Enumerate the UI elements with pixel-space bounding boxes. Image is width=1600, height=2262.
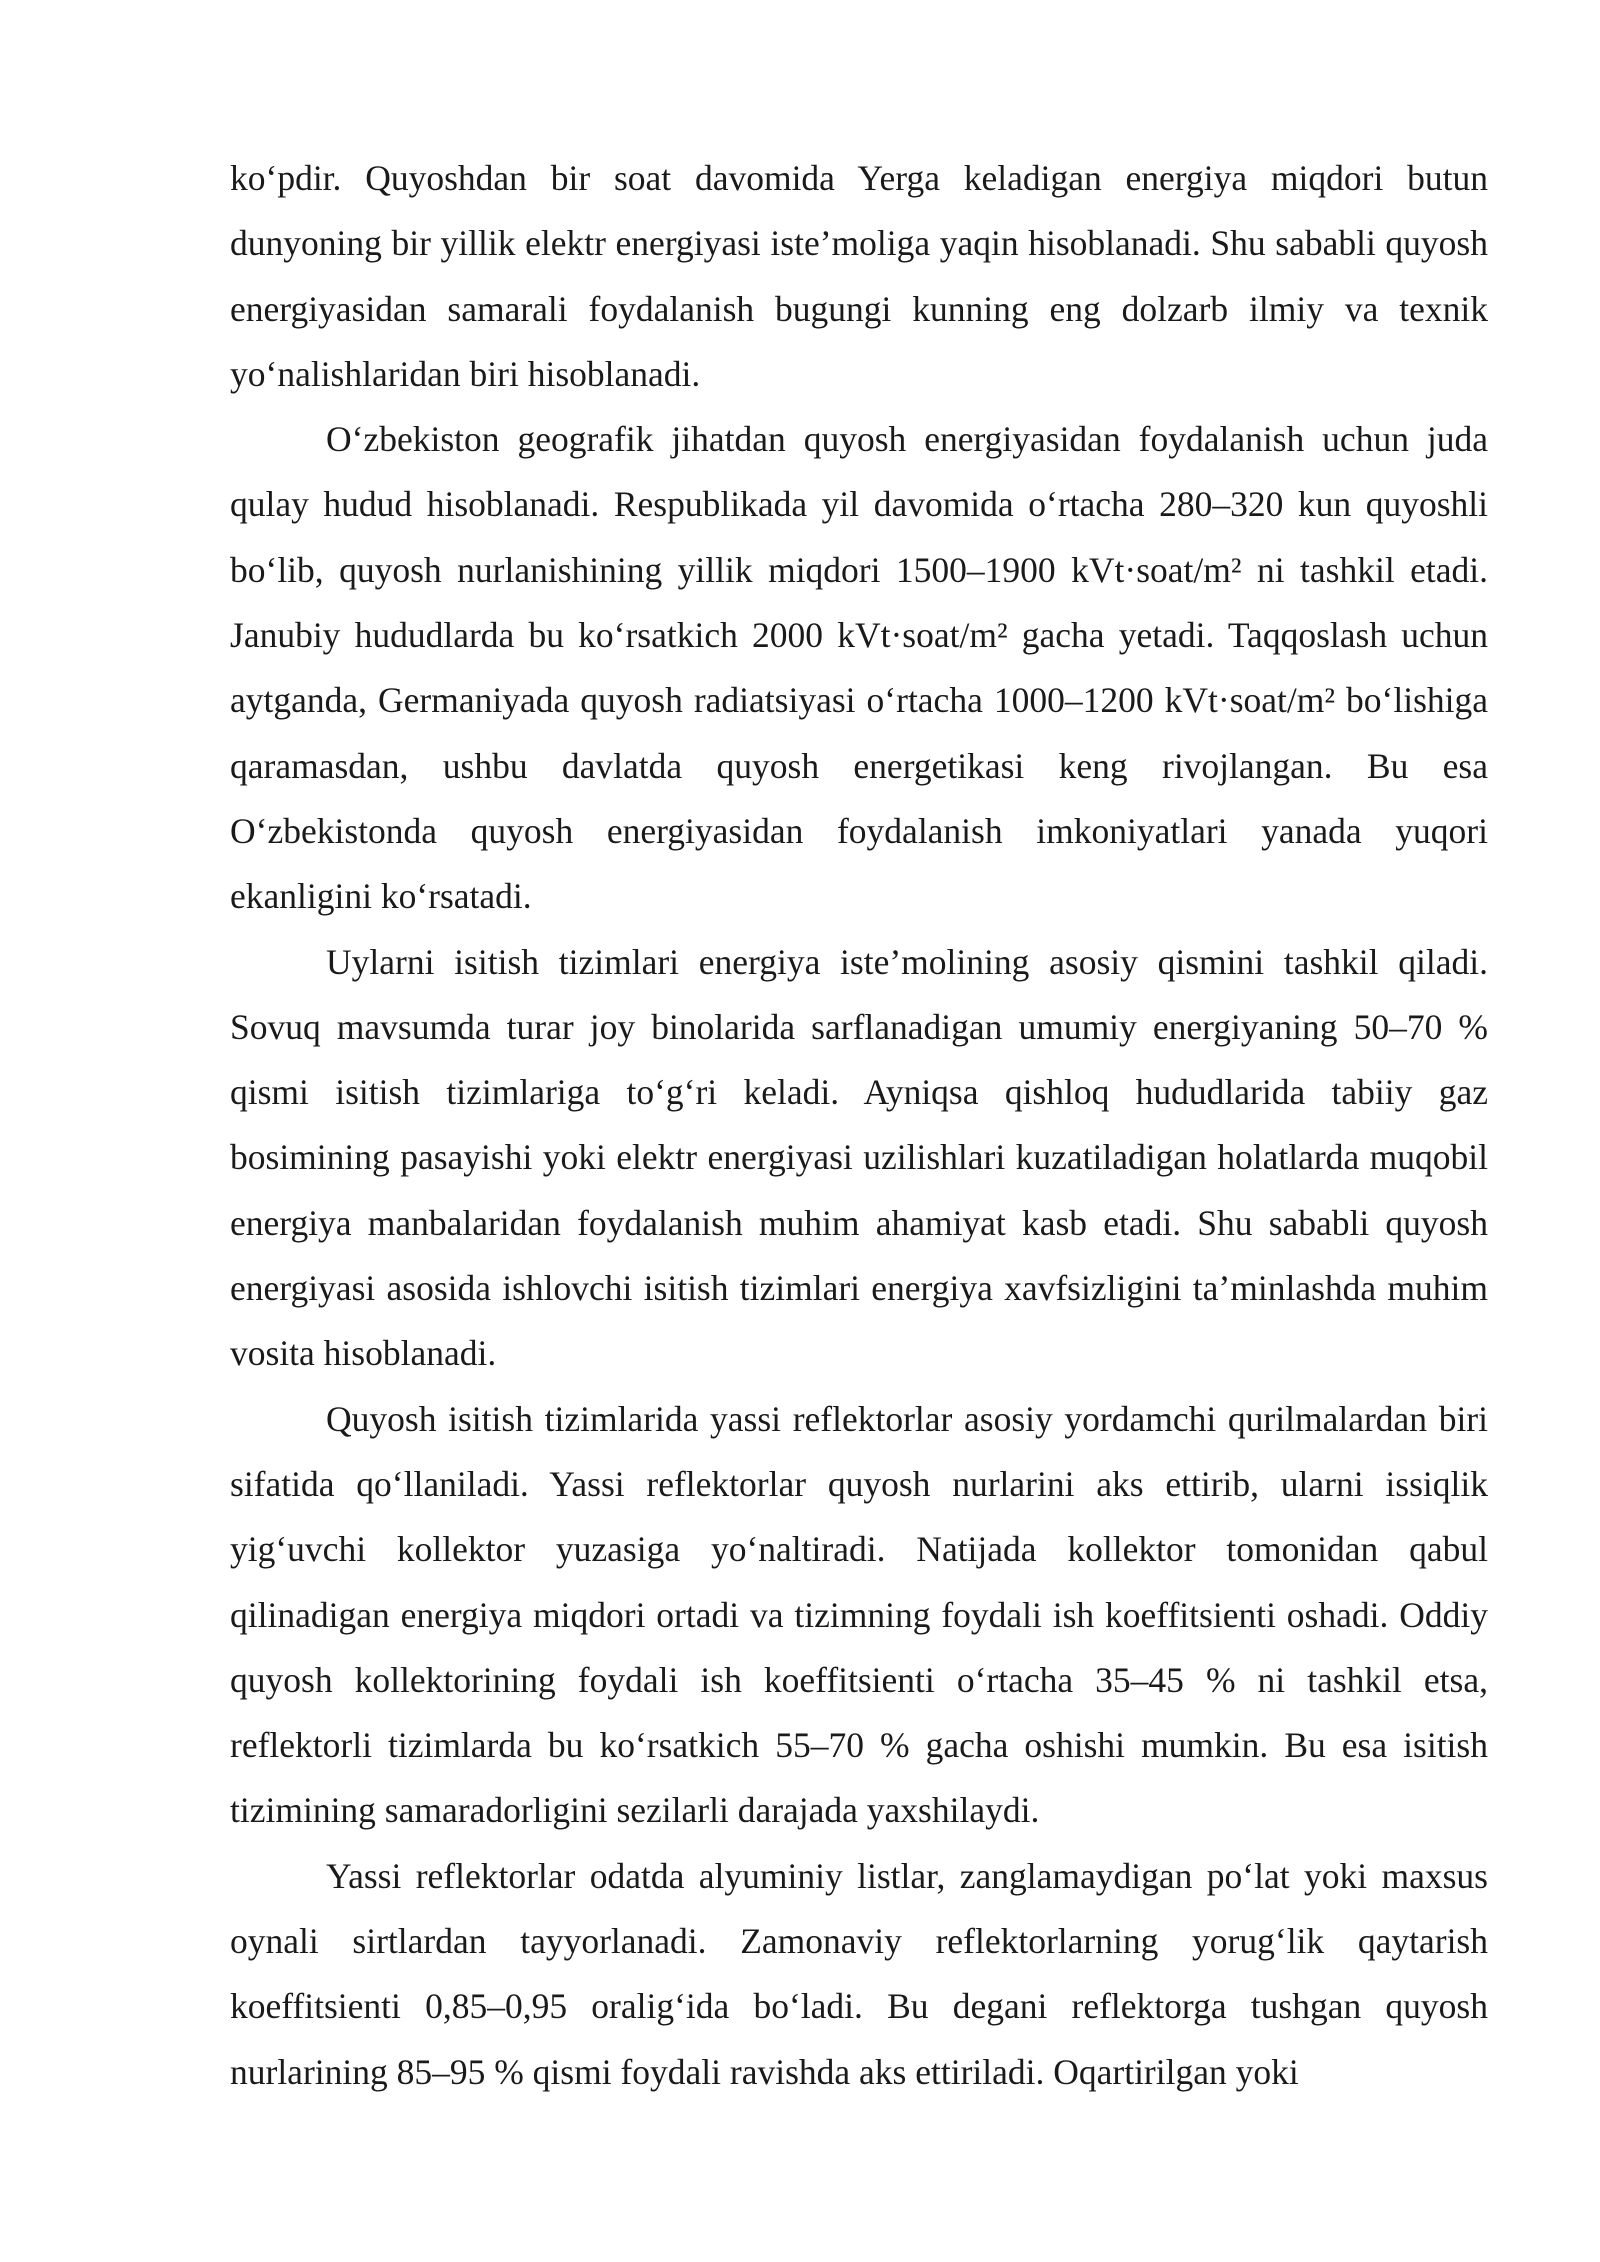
paragraph-reflector-materials: Yassi reflektorlar odatda alyuminiy listlar, zanglamaydigan po‘lat yoki maxsus oynali sirtlardan tayyorlanadi. Zamonaviy reflektorlarning yorug‘lik qaytarish koeffitsienti 0,85–0,95 oralig‘ida bo‘ladi. Bu degani reflektorga tushgan quyosh nurlarining 85–95 % qismi foydali ravishda aks ettiriladi. Oqartirilgan yoki (230, 1855, 1488, 2092)
paragraph-home-heating-systems: Uylarni isitish tizimlari energiya iste’molining asosiy qismini tashkil qiladi. Sovuq mavsumda turar joy binolarida sarflanadigan umumiy energiyaning 50–70 % qismi isitish tizimlariga to‘g‘ri keladi. Ayniqsa qishloq hududlarida tabiiy gaz bosimining pasayishi yoki elektr energiyasi uzilishlari kuzatiladigan holatlarda muqobil energiya manbalaridan foydalanish muhim ahamiyat kasb etadi. Shu sababli quyosh energiyasi asosida ishlovchi isitish tizimlari energiya xavfsizligini ta’minlashda muhim vosita hisoblanadi. (230, 941, 1488, 1374)
paragraph-flat-reflectors-role: Quyosh isitish tizimlarida yassi reflektorlar asosiy yordamchi qurilmalardan biri sifatida qo‘llaniladi. Yassi reflektorlar quyosh nurlarini aks ettirib, ularni issiqlik yig‘uvchi kollektor yuzasiga yo‘naltiradi. Natijada kollektor tomonidan qabul qilinadigan energiya miqdori ortadi va tizimning foydali ish koeffitsienti oshadi. Oddiy quyosh kollektorining foydali ish koeffitsienti o‘rtacha 35–45 % ni tashkil etsa, reflektorli tizimlarda bu ko‘rsatkich 55–70 % gacha oshishi mumkin. Bu esa isitish tizimining samaradorligini sezilarli darajada yaxshilaydi. (230, 1398, 1488, 1831)
paragraph-continuation: ko‘pdir. Quyoshdan bir soat davomida Yerga keladigan energiya miqdori butun dunyoning bir yillik elektr energiyasi iste’moliga yaqin hisoblanadi. Shu sababli quyosh energiyasidan samarali foydalanish bugungi kunning eng dolzarb ilmiy va texnik yo‘nalishlaridan biri hisoblanadi. (230, 158, 1488, 394)
paragraph-uzbekistan-solar-potential: O‘zbekiston geografik jihatdan quyosh energiyasidan foydalanish uchun juda qulay hudud hisoblanadi. Respublikada yil davomida o‘rtacha 280–320 kun quyoshli bo‘lib, quyosh nurlanishining yillik miqdori 1500–1900 kVt·soat/m² ni tashkil etadi. Janubiy hududlarda bu ko‘rsatkich 2000 kVt·soat/m² gacha yetadi. Taqqoslash uchun aytganda, Germaniyada quyosh radiatsiyasi o‘rtacha 1000–1200 kVt·soat/m² bo‘lishiga qaramasdan, ushbu davlatda quyosh energetikasi keng rivojlangan. Bu esa O‘zbekistonda quyosh energiyasidan foydalanish imkoniyatlari yanada yuqori ekanligini ko‘rsatadi. (230, 419, 1488, 917)
document-body (230, 146, 1488, 2105)
